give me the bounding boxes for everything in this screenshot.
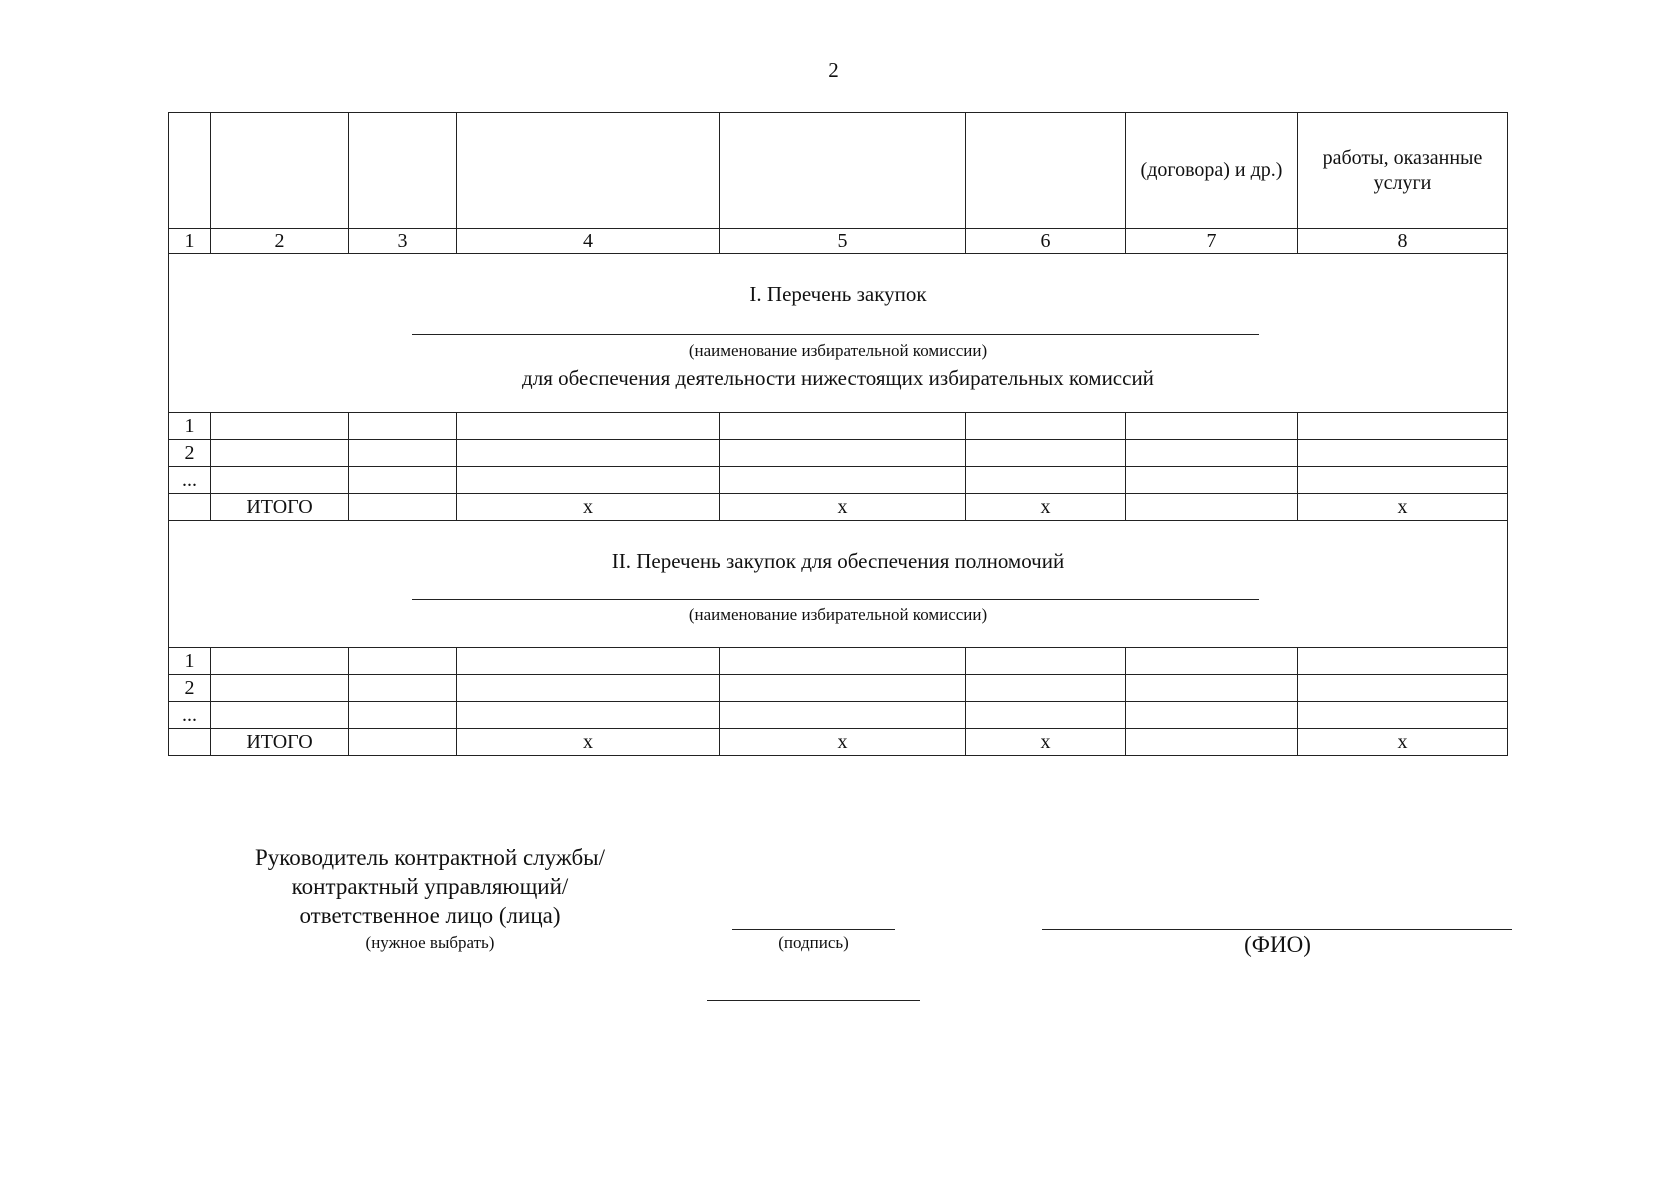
section1-caption: (наименование избирательной комиссии) bbox=[688, 341, 988, 360]
signer-role-line: контрактный управляющий/ bbox=[291, 874, 569, 899]
total-label: ИТОГО bbox=[211, 729, 349, 756]
fio-line bbox=[1042, 929, 1512, 930]
row-number: 2 bbox=[169, 440, 211, 467]
table-row bbox=[169, 467, 1508, 494]
x-mark: х bbox=[966, 494, 1126, 521]
signer-role bbox=[215, 843, 645, 930]
signer-role-caption: (нужное выбрать) bbox=[365, 933, 495, 952]
fio-caption: (ФИО) bbox=[1244, 932, 1311, 957]
table-row bbox=[169, 675, 1508, 702]
column-number: 8 bbox=[1298, 229, 1508, 254]
row-ellipsis: ... bbox=[169, 702, 211, 729]
x-mark: х bbox=[720, 494, 966, 521]
x-mark: х bbox=[720, 729, 966, 756]
table-header-row bbox=[169, 113, 1508, 229]
row-number: 1 bbox=[169, 648, 211, 675]
header-col7: (договора) и др.) bbox=[1126, 113, 1298, 229]
row-number: 1 bbox=[169, 413, 211, 440]
signature-line bbox=[732, 929, 895, 930]
section2-name-line bbox=[412, 599, 1259, 600]
section1-title: I. Перечень закупок bbox=[749, 282, 927, 306]
table-row bbox=[169, 440, 1508, 467]
column-number: 1 bbox=[169, 229, 211, 254]
column-number: 7 bbox=[1126, 229, 1298, 254]
section2-caption: (наименование избирательной комиссии) bbox=[688, 605, 988, 624]
total-label: ИТОГО bbox=[211, 494, 349, 521]
column-number: 5 bbox=[720, 229, 966, 254]
table-row bbox=[169, 702, 1508, 729]
row-ellipsis: ... bbox=[169, 467, 211, 494]
section2-title: II. Перечень закупок для обеспечения полномочий bbox=[611, 549, 1065, 573]
total-row bbox=[169, 494, 1508, 521]
row-number: 2 bbox=[169, 675, 211, 702]
column-number-row bbox=[169, 229, 1508, 254]
x-mark: х bbox=[1298, 494, 1508, 521]
section2-heading-row bbox=[169, 521, 1508, 648]
section1-heading-row bbox=[169, 254, 1508, 413]
x-mark: х bbox=[1298, 729, 1508, 756]
column-number: 6 bbox=[966, 229, 1126, 254]
x-mark: х bbox=[457, 494, 720, 521]
column-number: 3 bbox=[349, 229, 457, 254]
x-mark: х bbox=[457, 729, 720, 756]
column-number: 2 bbox=[211, 229, 349, 254]
column-number: 4 bbox=[457, 229, 720, 254]
total-row bbox=[169, 729, 1508, 756]
page-number: 2 bbox=[828, 58, 839, 82]
signer-role-line: ответственное лицо (лица) bbox=[299, 903, 561, 928]
table-row bbox=[169, 648, 1508, 675]
header-col8: работы, оказанные услуги bbox=[1298, 113, 1508, 229]
section1-subtitle: для обеспечения деятельности нижестоящих избирательных комиссий bbox=[522, 366, 1154, 390]
procurement-table bbox=[168, 112, 1508, 756]
x-mark: х bbox=[966, 729, 1126, 756]
section1-name-line bbox=[412, 334, 1259, 335]
signer-role-line: Руководитель контрактной службы/ bbox=[255, 845, 605, 870]
date-line bbox=[707, 1000, 920, 1001]
table-row bbox=[169, 413, 1508, 440]
signature-caption: (подпись) bbox=[778, 933, 849, 952]
